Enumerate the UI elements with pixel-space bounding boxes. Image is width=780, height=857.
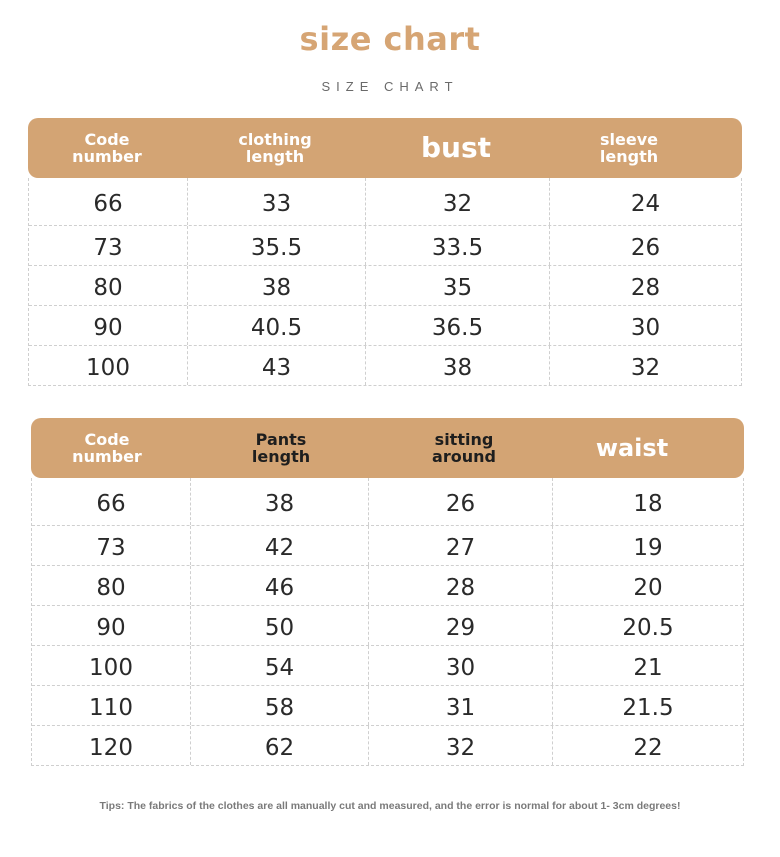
table-row xyxy=(32,605,743,645)
table-cell: 66 xyxy=(96,490,126,517)
table-cell: 35 xyxy=(365,266,549,305)
table-cell: 36.5 xyxy=(365,306,549,345)
page-title: size chart xyxy=(299,20,481,58)
table-cell: 20.5 xyxy=(552,606,743,645)
bottom-size-table xyxy=(31,418,744,766)
table-row xyxy=(29,305,741,345)
top-table-body xyxy=(28,178,742,386)
table-cell: 80 xyxy=(93,274,123,301)
top-table-header xyxy=(28,118,742,178)
table-cell: 26 xyxy=(368,478,552,525)
table-cell: 24 xyxy=(549,178,741,225)
header-clothing-length: clothing length xyxy=(238,130,312,166)
table-cell: 27 xyxy=(368,526,552,565)
table-cell: 22 xyxy=(552,726,743,765)
table-cell: 28 xyxy=(549,266,741,305)
header-code-number: Code number xyxy=(72,430,142,466)
table-cell: 29 xyxy=(368,606,552,645)
footer-tips: Tips: The fabrics of the clothes are all manually cut and measured, and the error is normal for about 1- 3cm degrees! xyxy=(99,800,681,812)
table-cell: 100 xyxy=(89,654,133,681)
table-cell: 32 xyxy=(368,726,552,765)
table-cell: 62 xyxy=(190,726,368,765)
table-cell: 54 xyxy=(190,646,368,685)
table-cell: 21 xyxy=(552,646,743,685)
table-row xyxy=(32,685,743,725)
header-sitting-around: sitting around xyxy=(432,430,496,466)
table-cell: 20 xyxy=(552,566,743,605)
table-row xyxy=(32,478,743,525)
table-row xyxy=(29,225,741,265)
table-cell: 32 xyxy=(549,346,741,385)
table-row xyxy=(32,645,743,685)
table-cell: 30 xyxy=(549,306,741,345)
table-cell: 38 xyxy=(365,346,549,385)
bottom-table-body xyxy=(31,478,744,766)
table-cell: 80 xyxy=(96,574,126,601)
table-row xyxy=(29,265,741,305)
table-cell: 33 xyxy=(187,178,365,225)
table-cell: 58 xyxy=(190,686,368,725)
table-row xyxy=(32,725,743,765)
table-cell: 42 xyxy=(190,526,368,565)
table-row xyxy=(29,345,741,385)
table-row xyxy=(32,565,743,605)
table-row xyxy=(32,525,743,565)
header-sleeve-length: sleeve length xyxy=(599,130,659,166)
table-cell: 73 xyxy=(93,234,123,261)
page-subtitle: SIZE CHART xyxy=(321,79,459,94)
table-cell: 50 xyxy=(190,606,368,645)
table-cell: 38 xyxy=(190,478,368,525)
table-cell: 18 xyxy=(552,478,743,525)
table-cell: 28 xyxy=(368,566,552,605)
table-cell: 38 xyxy=(187,266,365,305)
table-cell: 30 xyxy=(368,646,552,685)
table-cell: 33.5 xyxy=(365,226,549,265)
table-cell: 43 xyxy=(187,346,365,385)
header-bust: bust xyxy=(420,131,492,164)
bottom-table-header xyxy=(31,418,744,478)
table-cell: 40.5 xyxy=(187,306,365,345)
table-cell: 35.5 xyxy=(187,226,365,265)
table-cell: 32 xyxy=(365,178,549,225)
table-cell: 120 xyxy=(89,734,133,761)
table-cell: 90 xyxy=(96,614,126,641)
table-cell: 19 xyxy=(552,526,743,565)
table-cell: 26 xyxy=(549,226,741,265)
table-cell: 110 xyxy=(89,694,133,721)
header-code-number: Code number xyxy=(72,130,142,166)
header-waist: waist xyxy=(595,434,669,462)
top-size-table xyxy=(28,118,742,386)
table-cell: 100 xyxy=(86,354,130,381)
table-row xyxy=(29,178,741,225)
table-cell: 66 xyxy=(93,190,123,217)
table-cell: 73 xyxy=(96,534,126,561)
table-cell: 21.5 xyxy=(552,686,743,725)
table-cell: 46 xyxy=(190,566,368,605)
table-cell: 31 xyxy=(368,686,552,725)
table-cell: 90 xyxy=(93,314,123,341)
header-pants-length: Pants length xyxy=(251,430,311,466)
